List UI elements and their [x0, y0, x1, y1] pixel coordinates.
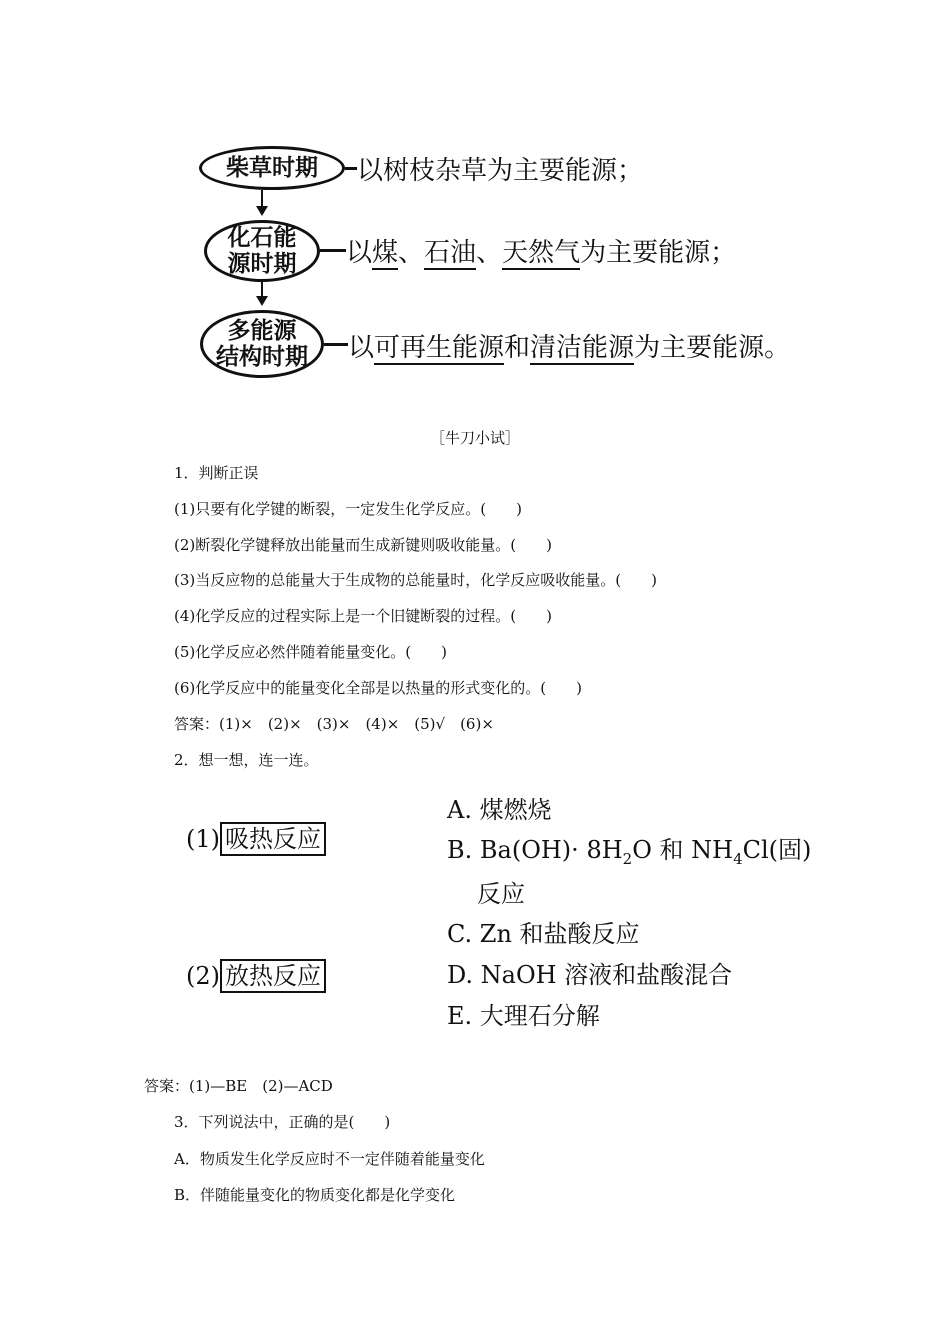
section-title: ［牛刀小试］ — [430, 429, 521, 447]
option-b: B. $Ba(OH)\cdot 8H_2O$ 和 $NH_4Cl$(固) — [447, 836, 812, 868]
option-b-continued: 反应 — [477, 880, 525, 908]
question-1-title: 1．判断正误 — [174, 464, 259, 482]
option-d: D. NaOH 溶液和盐酸混合 — [447, 961, 733, 989]
stage-ellipse-multi — [200, 310, 324, 378]
underlined-term: 石油 — [424, 238, 477, 268]
reaction-type-box: 放热反应 — [220, 959, 326, 993]
arrow-down-icon — [256, 296, 268, 306]
underlined-term: 天然气 — [502, 238, 581, 268]
stage-label-line1: 化石能 — [227, 225, 297, 251]
option-c: C. Zn 和盐酸反应 — [447, 920, 640, 948]
stage-description: 以可再生能源和清洁能源为主要能源。 — [348, 333, 791, 363]
stage-label-line2: 结构时期 — [216, 344, 308, 370]
stage-label-line2: 源时期 — [227, 251, 297, 277]
option-e: E. 大理石分解 — [447, 1002, 600, 1030]
stage-label: 柴草时期 — [226, 155, 318, 181]
reaction-type-box: 吸热反应 — [220, 822, 326, 856]
question-1-item: (6)化学反应中的能量变化全部是以热量的形式变化的。( ) — [174, 679, 582, 697]
reaction-type-exothermic: (2) 放热反应 — [186, 959, 326, 993]
connector-dash — [320, 249, 346, 252]
option-a: A. 煤燃烧 — [447, 796, 552, 824]
question-1-item: (5)化学反应必然伴随着能量变化。( ) — [174, 643, 447, 661]
question-1-answer: 答案：(1)× (2)× (3)× (4)× (5)√ (6)× — [174, 715, 494, 733]
question-3-option: A．物质发生化学反应时不一定伴随着能量变化 — [174, 1150, 485, 1168]
connector-dash — [345, 167, 357, 170]
question-2-title: 2．想一想，连一连。 — [174, 751, 319, 769]
reaction-type-endothermic: (1) 吸热反应 — [186, 822, 326, 856]
stage-label-line1: 多能源 — [227, 318, 297, 344]
underlined-term: 可再生能源 — [374, 333, 505, 363]
stage-description: 以煤、石油、天然气为主要能源； — [346, 238, 737, 268]
question-3-title: 3．下列说法中，正确的是( ) — [174, 1113, 391, 1131]
question-3-option: B．伴随能量变化的物质变化都是化学变化 — [174, 1186, 456, 1204]
underlined-term: 清洁能源 — [530, 333, 635, 363]
arrow-down-icon — [256, 206, 268, 216]
stage-ellipse-firewood — [199, 146, 345, 190]
question-2-answer: 答案：(1)—BE (2)—ACD — [144, 1077, 333, 1095]
question-1-item: (1)只要有化学键的断裂，一定发生化学反应。( ) — [174, 500, 522, 518]
question-1-item: (2)断裂化学键释放出能量而生成新键则吸收能量。( ) — [174, 536, 552, 554]
question-1-item: (3)当反应物的总能量大于生成物的总能量时，化学反应吸收能量。( ) — [174, 571, 657, 589]
underlined-term: 煤 — [372, 238, 399, 268]
stage-description: 以树枝杂草为主要能源； — [357, 156, 644, 186]
question-1-item: (4)化学反应的过程实际上是一个旧键断裂的过程。( ) — [174, 607, 552, 625]
connector-dash — [324, 343, 348, 346]
stage-ellipse-fossil — [204, 220, 320, 282]
